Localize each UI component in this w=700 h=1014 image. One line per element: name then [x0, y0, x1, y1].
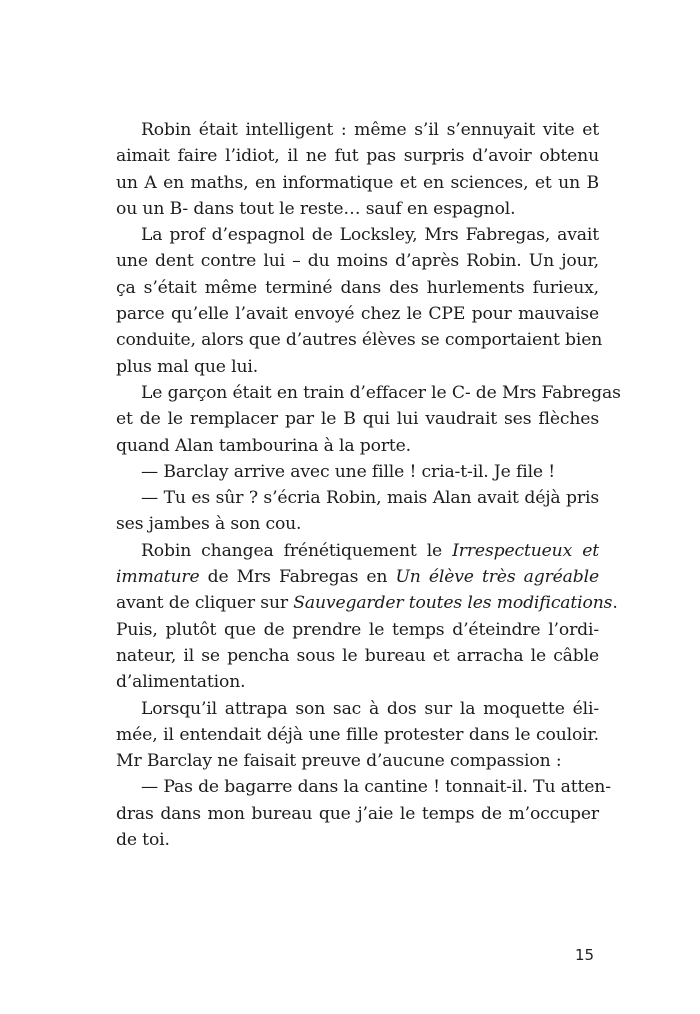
text-line: Robin était intelligent : même s’il s’ennuyait vite et [141, 120, 599, 140]
text-line: quand Alan tambourina à la porte. [116, 435, 411, 456]
text-line: ses jambes à son cou. [116, 514, 302, 535]
text-line: La prof d’espagnol de Locksley, Mrs Fabregas, avait [141, 225, 599, 246]
text-line [116, 538, 599, 564]
text-line: un A en maths, en informatique et en sciences, et un B [116, 172, 599, 193]
text-line: plus mal que lui. [116, 356, 259, 377]
book-page-text [116, 117, 621, 853]
text-line: Puis, plutôt que de prendre le temps d’éteindre l’ordi- [116, 619, 599, 640]
text-run: . [612, 593, 618, 614]
text-line: Lorsqu’il attrapa son sac à dos sur la moquette éli- [141, 698, 599, 719]
text-line: d’alimentation. [116, 672, 246, 693]
text-line: ça s’était même terminé dans des hurlements furieux, [116, 277, 599, 298]
text-line: de toi. [116, 830, 170, 851]
text-line: — Pas de bagarre dans la cantine ! tonnait-il. Tu atten- [141, 777, 611, 798]
text-line: parce qu’elle l’avait envoyé chez le CPE pour mauvaise [116, 304, 599, 325]
text-line: conduite, alors que d’autres élèves se comportaient bien [116, 330, 603, 351]
text-line [116, 564, 599, 590]
text-line: — Barclay arrive avec une fille ! cria-t-il. Je file ! [141, 461, 556, 482]
text-run: avant de cliquer sur [116, 593, 294, 614]
text-line: une dent contre lui – du moins d’après Robin. Un jour, [116, 251, 599, 272]
text-line: aimait faire l’idiot, il ne fut pas surpris d’avoir obtenu [116, 146, 599, 167]
text-line: Le garçon était en train d’effacer le C- de Mrs Fabregas [141, 382, 621, 403]
text-line: et de le remplacer par le B qui lui vaudrait ses flèches [116, 409, 599, 430]
page-number: 15 [575, 946, 595, 964]
text-line: nateur, il se pencha sous le bureau et arracha le câble [116, 645, 599, 666]
italic-phrase: immature [116, 567, 200, 588]
text-line: mée, il entendait déjà une fille protester dans le couloir. [116, 724, 599, 745]
text-line: dras dans mon bureau que j’aie le temps de m’occuper [116, 803, 599, 824]
text-run: Robin changea frénétiquement le [141, 540, 453, 561]
italic-phrase: Un élève très agréable [395, 567, 599, 588]
text-line [116, 590, 618, 616]
text-line: — Tu es sûr ? s’écria Robin, mais Alan avait déjà pris [141, 488, 599, 509]
text-line: ou un B- dans tout le reste… sauf en espagnol. [116, 198, 516, 219]
text-line: Mr Barclay ne faisait preuve d’aucune compassion : [116, 751, 562, 772]
italic-phrase: Irrespectueux et [452, 540, 599, 561]
italic-phrase: Sauvegarder toutes les modifications [293, 593, 613, 614]
text-run: de Mrs Fabregas en [199, 567, 396, 588]
